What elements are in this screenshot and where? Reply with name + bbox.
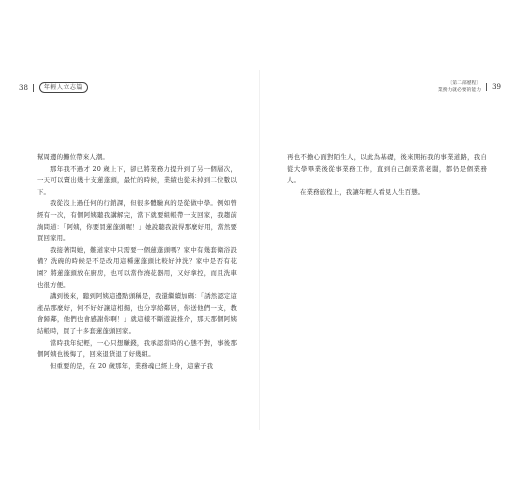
left-page-body (37, 152, 237, 372)
header-divider (486, 83, 487, 91)
paragraph: 在業務旅程上，我讓年輕人看見人生百態。 (300, 187, 425, 196)
chapter-subtitle: 業務力就必要的能力 (437, 88, 482, 93)
paragraph: 那年我不過才 20 歲上下，卻已將業務力提升到了另一個層次，一天可以賣出幾十支蓮蓬頭，最忙的時候，業績也從未掉到二位數以下。 (37, 164, 237, 196)
paragraph: 我從沒上過任何的行銷課，但很多體驗真的是從做中學。例如曾經有一次，有個阿姨聽我講解完，當下就要組帳帶一支回家，我趨前詢問道：「阿姨，你要買蓮蓬頭喔！」她說聽我說得那麼好用，當然要買回家用。 (37, 199, 237, 243)
book-title-badge: 年輕人立志篇 (39, 82, 88, 93)
paragraph: 我接著問她，難道家中只需要一個蓮蓬頭嗎？家中有幾套衛浴設備？洗碗的時候是不是改用這種蓮蓬頭比較好沖洗？家中是否有花園？將蓮蓬頭放在廚房，也可以當作澆花器用，又好拿控，而且洗車也很方便。 (37, 245, 237, 289)
chapter-label: 〔第二部歷程〕 (447, 81, 482, 86)
paragraph: 講到後來，聽到阿姨這邊點頭稱是，我還繼續加碼：「誘然認定這產品那麼好，何不好好讓這相揚，也分享給鄰居，你送他們一支，教會歸鄰，他們也會感謝你啊！」就這樣不斷遊說推介，那天那個阿姨結帳時，買了十多套蓮蓬頭回家。 (37, 292, 237, 335)
left-page-header (19, 82, 88, 93)
header-divider (33, 84, 34, 92)
chapter-heading (438, 80, 481, 94)
right-page (260, 0, 520, 500)
left-page-number: 38 (19, 83, 28, 92)
paragraph: 但重要的是，在 20 歲那年，業務魂已經上身，這輩子我 (50, 361, 214, 370)
paragraph: 再也不擔心面對陌生人，以此為基礎，後來開拓我的事業道路，我自從大學畢業後從事業務工作，直到自己創業當老闆，都仍是個業務人。 (287, 153, 487, 185)
right-page-header (438, 80, 501, 94)
paragraph: 幫周邊的攤位帶來人潮。 (37, 153, 109, 161)
right-page-body (287, 152, 487, 198)
paragraph: 當時我年紀輕，一心只想賺錢，我承認當時的心態不對，事後那個阿姨也後悔了，回來退貨退了好幾組。 (37, 338, 237, 359)
right-page-number: 39 (492, 83, 501, 91)
